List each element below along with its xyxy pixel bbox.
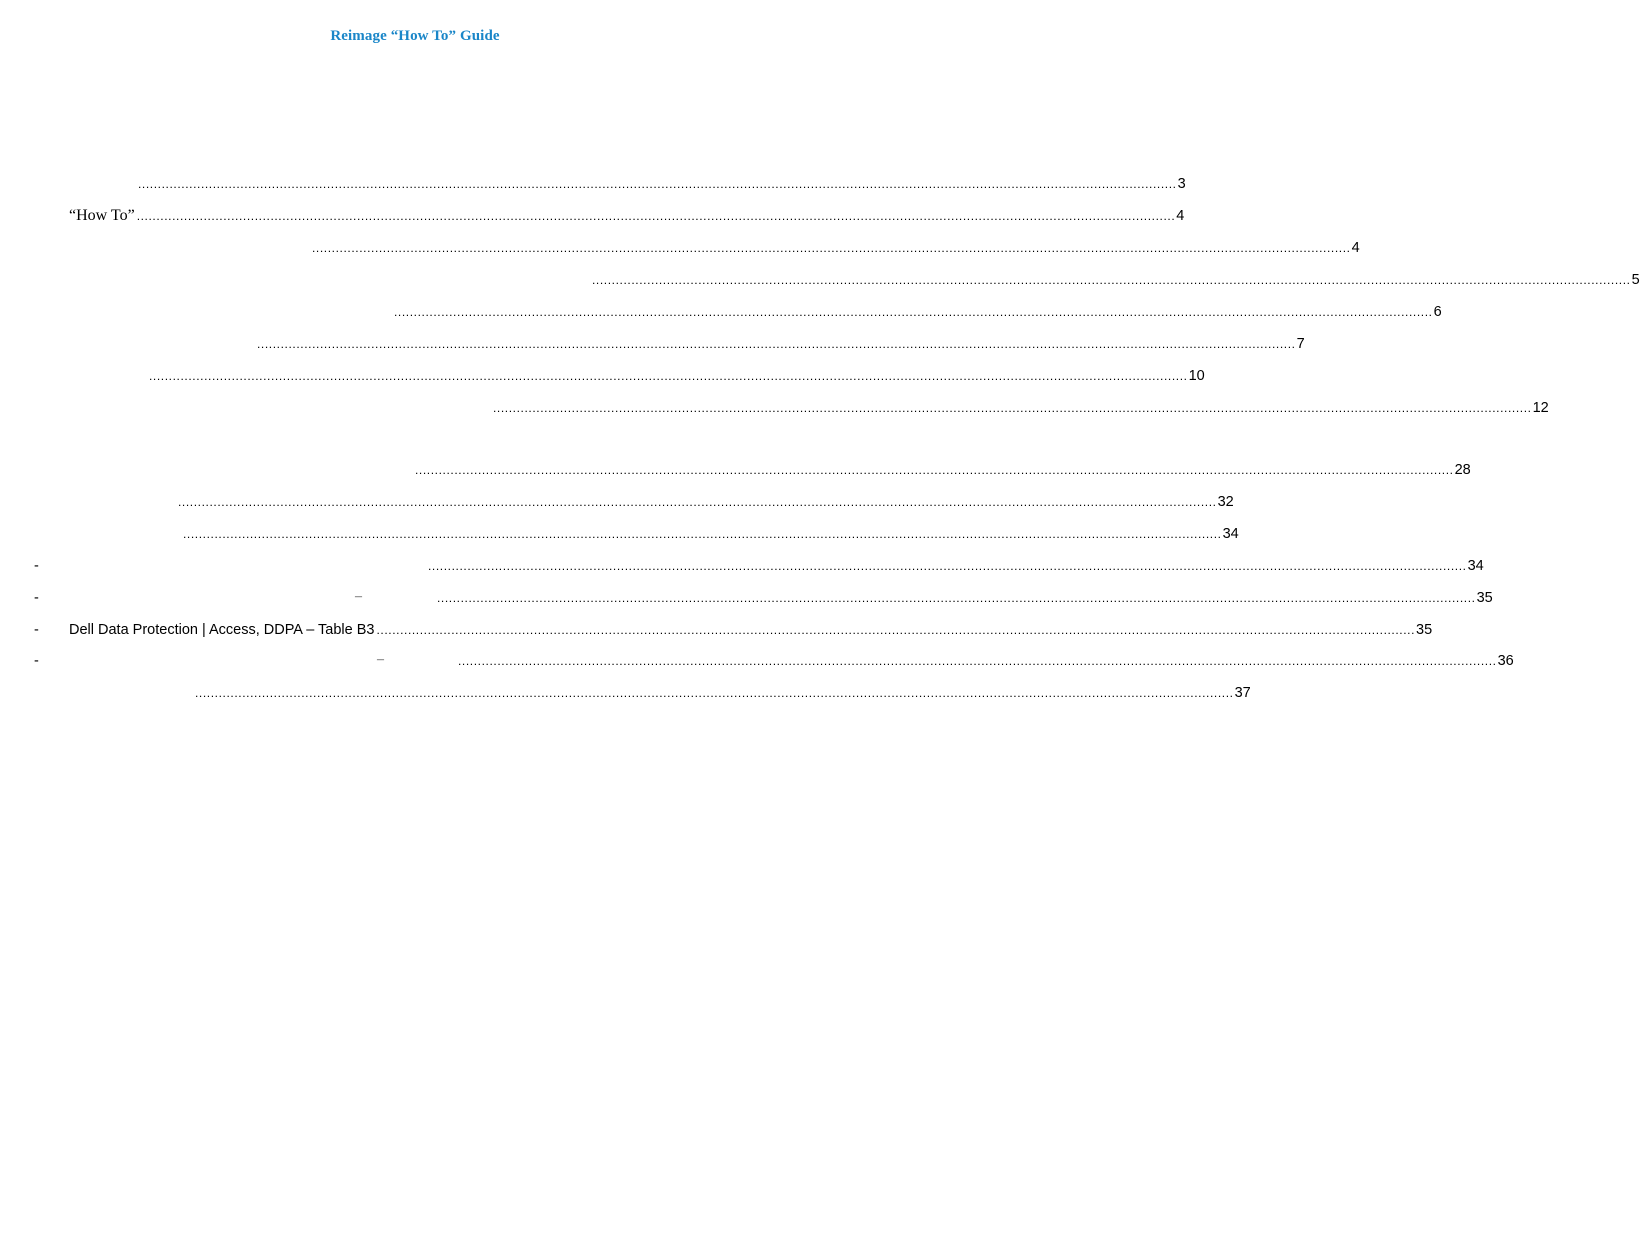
toc-entry[interactable] [69,206,1185,226]
toc-inline-dash: – [377,652,384,667]
toc-entry[interactable] [310,238,1360,258]
toc-entry[interactable] [193,683,1251,703]
toc-bullet-dash: - [34,622,39,638]
toc-page-number: 4 [1176,208,1185,224]
toc-entry[interactable] [147,366,1205,386]
toc-page-number: 35 [1416,622,1433,638]
toc-dot-leader: ........................................................................................................................................................................................................................................................................ [376,623,1416,637]
toc-dot-leader: ........................................................................................................................................................................................................................................................................ [136,209,1176,223]
toc-page-number: 35 [1476,590,1493,606]
toc-page-number: 28 [1454,462,1471,478]
toc-page-number: 4 [1351,240,1360,256]
page-header-title: Reimage “How To” Guide [330,28,500,44]
toc-page-number: 12 [1532,400,1549,416]
toc-dot-leader: ........................................................................................................................................................................................................................................................................ [458,654,1497,668]
toc-entry[interactable] [69,620,1433,640]
toc-dot-leader: ........................................................................................................................................................................................................................................................................ [257,337,1296,351]
toc-page-number: 3 [1177,176,1186,192]
toc-entry[interactable] [392,302,1442,322]
toc-page-number: 6 [1433,304,1442,320]
toc-dot-leader: ........................................................................................................................................................................................................................................................................ [394,305,1433,319]
toc-entry[interactable] [590,270,1640,290]
toc-dot-leader: ........................................................................................................................................................................................................................................................................ [312,241,1351,255]
toc-page-number: 34 [1222,526,1239,542]
toc-entry[interactable] [456,651,1514,671]
toc-entry[interactable] [255,334,1305,354]
toc-dot-leader: ........................................................................................................................................................................................................................................................................ [415,463,1454,477]
toc-entry[interactable] [426,556,1484,576]
toc-dot-leader: ........................................................................................................................................................................................................................................................................ [178,495,1217,509]
toc-dot-leader: ........................................................................................................................................................................................................................................................................ [138,177,1177,191]
toc-dot-leader: ........................................................................................................................................................................................................................................................................ [149,369,1188,383]
toc-dot-leader: ........................................................................................................................................................................................................................................................................ [183,527,1222,541]
toc-dot-leader: ........................................................................................................................................................................................................................................................................ [437,591,1476,605]
toc-page-number: 10 [1188,368,1205,384]
toc-entry[interactable] [136,174,1186,194]
toc-entry[interactable] [435,588,1493,608]
toc-entry-label: Dell Data Protection | Access, DDPA – Table B3 [69,622,375,638]
toc-dot-leader: ........................................................................................................................................................................................................................................................................ [195,686,1234,700]
toc-page-number: 34 [1467,558,1484,574]
toc-dot-leader: ........................................................................................................................................................................................................................................................................ [428,559,1467,573]
toc-entry-label: “How To” [69,207,135,224]
toc-page-number: 36 [1497,653,1514,669]
toc-page-number: 32 [1217,494,1234,510]
toc-page-number: 5 [1631,272,1640,288]
toc-entry[interactable] [176,492,1234,512]
toc-bullet-dash: - [34,590,39,606]
toc-entry[interactable] [491,398,1549,418]
toc-inline-dash: – [355,589,362,604]
toc-page-number: 7 [1296,336,1305,352]
toc-dot-leader: ........................................................................................................................................................................................................................................................................ [493,401,1532,415]
toc-page-number: 37 [1234,685,1251,701]
toc-entry[interactable] [181,524,1239,544]
toc-entry[interactable] [413,460,1471,480]
toc-bullet-dash: - [34,558,39,574]
toc-dot-leader: ........................................................................................................................................................................................................................................................................ [592,273,1631,287]
toc-bullet-dash: - [34,653,39,669]
